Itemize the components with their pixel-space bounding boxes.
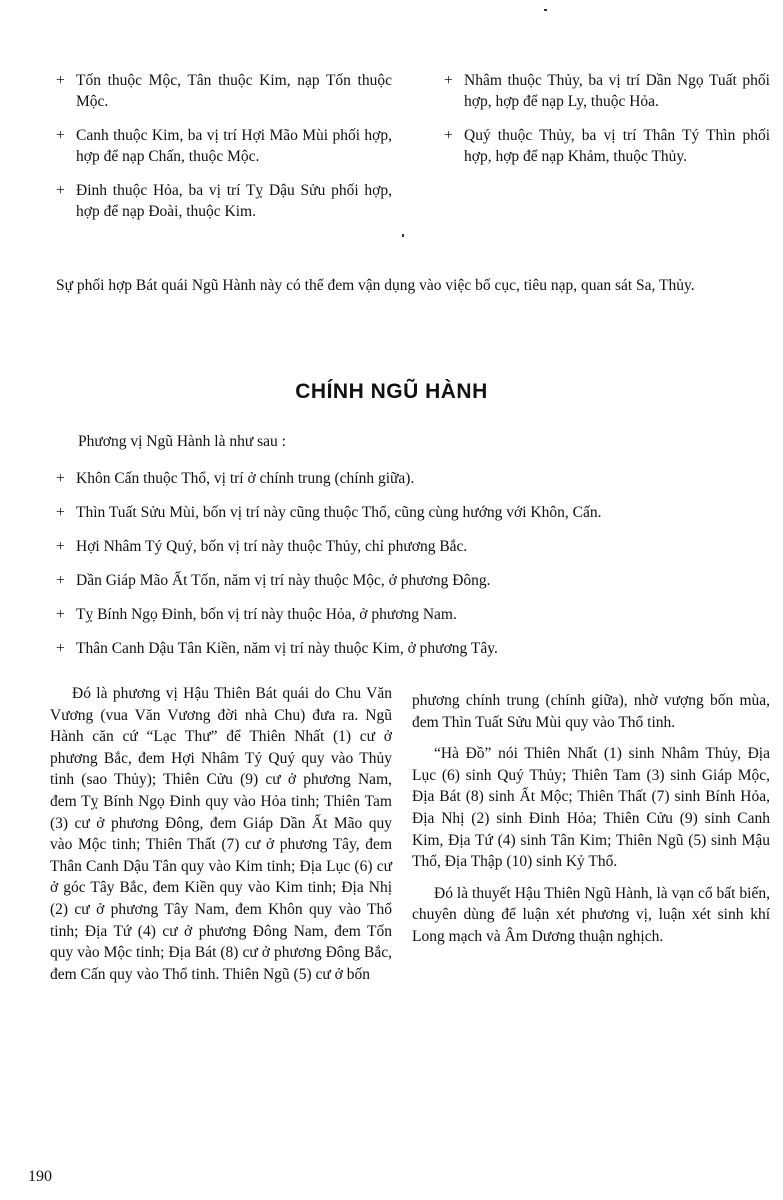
element-list <box>56 468 776 672</box>
body-paragraph: Đó là phương vị Hậu Thiên Bát quái do Chu Văn Vương (vua Văn Vương đời nhà Chu) đưa ra. Ngũ Hành căn cứ “Lạc Thư” để Thiên Nhất (1) cư ở phương Bắc, đem Hợi Nhâm Tý Quý quy vào Thủy tinh (sao Thủy); Thiên Cửu (9) cư ở phương Nam, đem Tỵ Bính Ngọ Đinh quy vào Hỏa tinh; Thiên Tam (3) cư ở phương Đông, đem Giáp Dần Ất Mão quy vào Mộc tinh; Thiên Thất (7) cư ở phương Tây, đem Thân Canh Dậu Tân quy vào Kim tinh; Địa Lục (6) cư ở góc Tây Bắc, đem Kiền quy vào Kim tinh; Địa Nhị (2) cư ở phương Tây Nam, đem Khôn quy vào Thổ tinh; Địa Tứ (4) cư ở phương Đông Nam, đem Tốn quy vào Mộc tinh; Địa Bát (8) cư ở phương Đông Bắc, đem Cấn quy vào Thổ tinh. Thiên Ngũ (5) cư ở bốn <box>50 685 392 983</box>
body-paragraph: “Hà Đồ” nói Thiên Nhất (1) sinh Nhâm Thủy, Địa Lục (6) sinh Quý Thủy; Thiên Tam (3) sinh Giáp Mộc, Địa Bát (8) sinh Ất Mộc; Thiên Thất (7) sinh Bính Hỏa, Địa Nhị (2) sinh Đinh Hỏa; Thiên Cửu (9) sinh Canh Kim, Địa Tứ (4) sinh Tân Kim; Thiên Ngũ (5) sinh Mậu Thổ, Địa Thập (10) sinh Kỷ Thổ. <box>412 745 770 871</box>
list-item <box>56 570 776 591</box>
list-item <box>56 70 392 112</box>
bullet-marker: + <box>56 127 65 144</box>
bullet-marker: + <box>56 182 65 199</box>
list-item <box>56 180 392 222</box>
item-text: Thìn Tuất Sửu Mùi, bốn vị trí này cũng thuộc Thổ, cũng cùng hướng với Khôn, Cấn. <box>76 504 602 521</box>
list-item <box>56 502 776 523</box>
top-left-column <box>56 70 392 235</box>
list-item <box>444 125 770 167</box>
bullet-text: Quý thuộc Thủy, ba vị trí Thân Tý Thìn phối hợp, hợp để nạp Khảm, thuộc Thủy. <box>464 127 770 165</box>
bullet-marker: + <box>56 504 65 521</box>
bullet-text: Nhâm thuộc Thủy, ba vị trí Dần Ngọ Tuất phối hợp, hợp để nạp Ly, thuộc Hỏa. <box>464 72 770 110</box>
section-title: CHÍNH NGŨ HÀNH <box>295 380 488 403</box>
bullet-marker: + <box>56 470 65 487</box>
bullet-text: Canh thuộc Kim, ba vị trí Hợi Mão Mùi phối hợp, hợp để nạp Chấn, thuộc Mộc. <box>76 127 392 165</box>
page-number: 190 <box>28 1168 52 1185</box>
item-text: Hợi Nhâm Tý Quý, bốn vị trí này thuộc Thủy, chỉ phương Bắc. <box>76 538 468 555</box>
scan-speck <box>402 234 404 237</box>
list-item <box>56 468 776 489</box>
bullet-marker: + <box>56 606 65 623</box>
bullet-marker: + <box>444 72 453 89</box>
body-paragraph: Đó là thuyết Hậu Thiên Ngũ Hành, là vạn cổ bất biến, chuyên dùng để luận xét phương vị, luận xét sinh khí Long mạch và Âm Dương thuận nghịch. <box>412 884 770 945</box>
item-text: Khôn Cấn thuộc Thổ, vị trí ở chính trung (chính giữa). <box>76 470 415 487</box>
item-text: Thân Canh Dậu Tân Kiền, năm vị trí này thuộc Kim, ở phương Tây. <box>76 640 498 657</box>
list-item <box>56 536 776 557</box>
bullet-marker: + <box>56 640 65 657</box>
list-item <box>56 638 776 659</box>
summary-paragraph: Sự phối hợp Bát quái Ngũ Hành này có thể đem vận dụng vào việc bố cục, tiêu nạp, quan sát Sa, Thủy. <box>56 277 695 294</box>
item-text: Tỵ Bính Ngọ Đinh, bốn vị trí này thuộc Hỏa, ở phương Nam. <box>76 606 457 623</box>
list-item <box>444 70 770 112</box>
list-item <box>56 604 776 625</box>
body-right-column <box>412 690 770 958</box>
list-item <box>56 125 392 167</box>
item-text: Dần Giáp Mão Ất Tốn, năm vị trí này thuộc Mộc, ở phương Đông. <box>76 572 491 589</box>
bullet-text: Đinh thuộc Hỏa, ba vị trí Tỵ Dậu Sửu phối hợp, hợp để nạp Đoài, thuộc Kim. <box>76 182 392 220</box>
section-intro: Phương vị Ngũ Hành là như sau : <box>78 433 286 450</box>
body-left-column <box>50 683 392 995</box>
bullet-marker: + <box>56 572 65 589</box>
top-right-column <box>444 70 770 180</box>
bullet-text: Tốn thuộc Mộc, Tân thuộc Kim, nạp Tốn thuộc Mộc. <box>76 72 392 110</box>
bullet-marker: + <box>444 127 453 144</box>
bullet-marker: + <box>56 538 65 555</box>
scan-speck <box>544 9 547 11</box>
bullet-marker: + <box>56 72 65 89</box>
body-paragraph: phương chính trung (chính giữa), nhờ vượng bốn mùa, đem Thìn Tuất Sửu Mùi quy vào Thổ tinh. <box>412 692 770 731</box>
